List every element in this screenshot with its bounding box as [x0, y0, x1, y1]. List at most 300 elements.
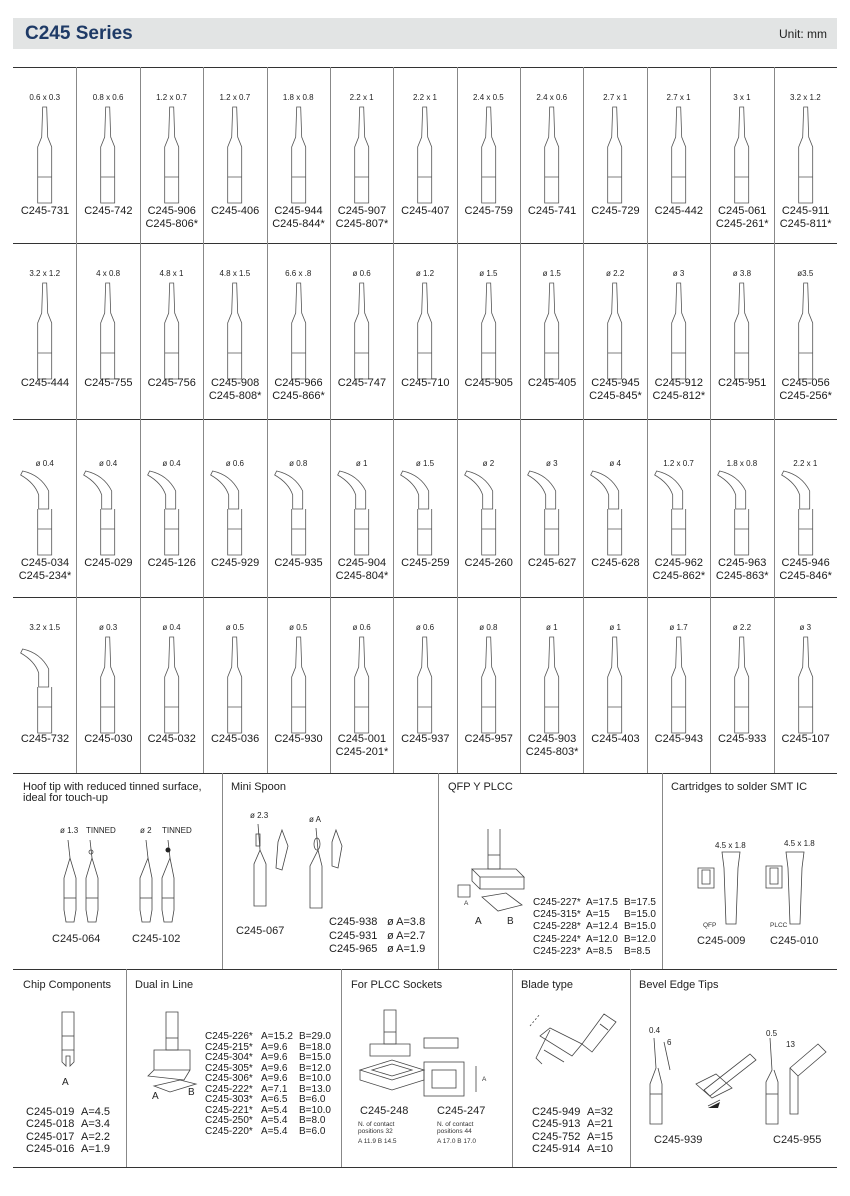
hoof-tinned-label-2: TINNED [162, 826, 192, 835]
dil-b-value: B=13.0 [299, 1083, 331, 1095]
spoon-variant-code: C245-931 [329, 929, 378, 942]
tip-dimension: ø 2.2 [732, 623, 752, 632]
tip-dimension: 4.8 x 1.5 [219, 269, 251, 278]
tip-dimension: 1.2 x 0.7 [219, 93, 251, 102]
tip-cell [140, 597, 203, 773]
qfp-a-value: A=12.4 [586, 921, 618, 933]
spoon-variant-value: ø A=1.9 [387, 943, 426, 955]
tip-dimension: ø 1 [609, 623, 621, 632]
tip-dimension: ø 3 [545, 459, 558, 468]
plcc-section-title: For PLCC Sockets [351, 979, 443, 991]
tip-cell [13, 243, 76, 419]
tip-cell [647, 597, 710, 773]
blade-list [532, 1106, 613, 1155]
tip-code: C245-036 [210, 733, 260, 745]
chip-value: A=2.2 [81, 1130, 111, 1143]
tip-codes [768, 205, 844, 231]
tip-code: C245-935 [274, 557, 323, 569]
qfp-b-value: B=15.0 [624, 909, 656, 921]
tip-cell [203, 67, 266, 243]
tip-cell [140, 243, 203, 419]
tip-drawing [520, 419, 583, 597]
plcc-note-2a: N. of contact [437, 1121, 474, 1128]
dil-b-value: B=10.0 [299, 1073, 331, 1084]
tip-cell [710, 597, 773, 773]
blade-value: A=10 [587, 1142, 613, 1155]
tip-dimension: 2.4 x 0.5 [473, 93, 504, 102]
tip-dimension: ø 2.2 [606, 269, 625, 278]
qfp-b-value: B=15.0 [624, 921, 656, 933]
tip-dimension: ø 0.4 [162, 623, 181, 632]
tip-dimension: ø 1.2 [415, 269, 435, 278]
tip-code: C245-946 [781, 557, 830, 569]
tip-code: C245-943 [654, 733, 703, 745]
tip-dimension: ø 0.8 [289, 459, 308, 468]
cartridge-qfp-label: QFP [703, 922, 717, 929]
tip-dimension: 3.2 x 1.2 [29, 269, 61, 278]
tip-cell [393, 419, 456, 597]
divider [662, 773, 663, 969]
plcc-a-label: A [482, 1076, 487, 1083]
spoon-code: C245-067 [236, 925, 285, 937]
qfp-list [533, 897, 656, 958]
qfp-b-value: B=8.5 [624, 945, 651, 957]
tip-drawing [583, 419, 646, 597]
tip-dimension: ø 1 [355, 459, 368, 468]
tip-drawing [76, 419, 139, 597]
tip-code: C245-862* [652, 570, 706, 582]
spoon-dim-2: ø A [309, 815, 322, 824]
tip-code: C245-034 [20, 557, 70, 569]
tip-dimension: 4 x 0.8 [96, 269, 121, 278]
chip-code: C245-019 [26, 1106, 75, 1118]
tip-dimension: 2.2 x 1 [349, 93, 374, 102]
tip-code: C245-963 [718, 557, 767, 569]
tip-dimension: 3.2 x 1.2 [789, 93, 821, 102]
divider [222, 773, 223, 969]
dil-a-value: A=9.6 [261, 1052, 288, 1063]
tip-dimension: ø 3 [672, 269, 685, 278]
divider [13, 1167, 837, 1168]
tip-dimension: 2.7 x 1 [666, 93, 691, 102]
chip-section-title: Chip Components [23, 979, 112, 991]
bevel-dim-3: 0.5 [766, 1029, 778, 1038]
tip-cell [267, 597, 330, 773]
tip-cell [710, 243, 773, 419]
blade-value: A=15 [587, 1130, 613, 1143]
blade-tip-drawing [520, 1008, 625, 1098]
tip-dimension: 4.8 x 1 [159, 269, 184, 278]
tip-drawing [457, 419, 520, 597]
tip-code: C245-061 [718, 205, 767, 217]
tip-code: C245-126 [147, 557, 196, 569]
spoon-variant-value: ø A=3.8 [387, 916, 426, 928]
blade-value: A=32 [587, 1106, 613, 1118]
tip-dimension: 3 x 1 [733, 93, 751, 102]
dil-code: C245-306* [205, 1073, 253, 1084]
chip-value: A=4.5 [81, 1106, 111, 1118]
cartridge-plcc-label: PLCC [770, 922, 788, 929]
tip-cell [457, 419, 520, 597]
tip-code: C245-030 [84, 733, 133, 745]
tip-code: C245-732 [20, 733, 70, 745]
tip-drawing [140, 419, 203, 597]
qfp-a-value: A=8.5 [586, 945, 613, 957]
tip-code: C245-937 [401, 733, 450, 745]
tip-dimension: 0.6 x 0.3 [29, 93, 61, 102]
blade-code: C245-949 [532, 1106, 581, 1118]
dil-b-value: B=15.0 [299, 1052, 331, 1063]
tip-code: C245-906 [147, 205, 196, 217]
bevel-dim-2: 6 [667, 1038, 672, 1047]
qfp-code: C245-315* [533, 909, 581, 921]
tip-code: C245-908 [210, 377, 260, 389]
tip-code: C245-930 [274, 733, 323, 745]
tip-cell [203, 597, 266, 773]
tip-cell [203, 243, 266, 419]
tip-code: C245-056 [781, 377, 830, 389]
bevel-dim-4: 13 [786, 1040, 795, 1049]
qfp-a-label: A [475, 916, 482, 927]
tip-code: C245-405 [527, 377, 577, 389]
tip-code: C245-863* [715, 570, 769, 582]
chip-value: A=3.4 [81, 1118, 111, 1131]
qfp-b-label: B [507, 916, 514, 927]
tip-codes [768, 733, 844, 746]
chip-list [26, 1106, 110, 1155]
plcc-tip-drawings [352, 1008, 502, 1104]
spoon-variant-code: C245-965 [329, 943, 378, 955]
tip-code: C245-261* [715, 218, 769, 230]
tip-dimension: 2.7 x 1 [603, 93, 628, 102]
tip-code: C245-627 [527, 557, 577, 569]
tip-cell [76, 243, 139, 419]
dil-a-value: A=5.4 [261, 1115, 288, 1126]
tip-cell [76, 419, 139, 597]
tip-dimension: 1.8 x 0.8 [726, 459, 758, 468]
tip-code: C245-029 [84, 557, 133, 569]
dil-b-value: B=8.0 [299, 1115, 326, 1126]
tip-code: C245-442 [654, 205, 703, 217]
tip-cell [393, 243, 456, 419]
tip-cell [774, 67, 837, 243]
tip-code: C245-945 [591, 377, 640, 389]
dil-a-value: A=9.6 [261, 1073, 288, 1084]
tip-code: C245-811* [779, 218, 832, 230]
cartridge-dim-2: 4.5 x 1.8 [784, 839, 815, 848]
tip-dimension: ø 0.4 [35, 459, 54, 468]
tip-code: C245-804* [335, 570, 389, 582]
tip-cell [76, 67, 139, 243]
dil-code: C245-226* [205, 1031, 253, 1042]
hoof-tip-drawings [40, 836, 210, 931]
tip-dimension: 0.8 x 0.6 [92, 93, 124, 102]
dil-code: C245-215* [205, 1041, 253, 1053]
blade-value: A=21 [587, 1118, 613, 1131]
tip-code: C245-234* [18, 570, 72, 582]
tip-grid [13, 67, 837, 773]
tip-dimension: ø 0.6 [352, 623, 371, 632]
hoof-code-1: C245-064 [52, 933, 101, 945]
spoon-section-title: Mini Spoon [231, 781, 287, 793]
dil-a-value: A=9.6 [261, 1062, 288, 1074]
qfp-code: C245-224* [533, 933, 581, 945]
dil-a-value: A=7.1 [261, 1083, 288, 1095]
tip-cell [330, 419, 393, 597]
tip-code: C245-844* [272, 218, 325, 230]
dil-b-value: B=18.0 [299, 1041, 331, 1053]
spoon-variant-list [329, 916, 425, 957]
tip-drawing [393, 419, 456, 597]
bevel-code-2: C245-955 [773, 1134, 822, 1146]
divider [341, 969, 342, 1167]
tip-code: C245-001 [337, 733, 387, 745]
tip-cell [457, 243, 520, 419]
tip-code: C245-260 [464, 557, 513, 569]
divider [13, 773, 837, 774]
qfp-b-value: B=12.0 [624, 933, 656, 945]
qfp-b-value: B=17.5 [624, 897, 656, 908]
tip-cell [520, 243, 583, 419]
tip-code: C245-731 [20, 205, 70, 217]
hoof-dim-1: ø 1.3 [60, 826, 79, 835]
tip-code: C245-729 [591, 205, 640, 217]
dil-code: C245-222* [205, 1083, 253, 1095]
tip-drawing [267, 419, 330, 597]
bevel-section-title: Bevel Edge Tips [639, 979, 719, 991]
tip-code: C245-912 [654, 377, 703, 389]
tip-code: C245-755 [84, 377, 133, 389]
tip-cell [140, 419, 203, 597]
tip-dimension: ø3.5 [797, 269, 814, 278]
tip-dimension: ø 0.6 [352, 269, 371, 278]
tip-dimension: ø 0.4 [162, 459, 181, 468]
qfp-tip-drawing [452, 825, 532, 925]
blade-section-title: Blade type [521, 979, 573, 991]
plcc-code-2: C245-247 [437, 1105, 486, 1117]
tip-code: C245-403 [591, 733, 640, 745]
tip-code: C245-808* [208, 390, 262, 402]
tip-code: C245-803* [525, 746, 579, 758]
tip-code: C245-957 [464, 733, 513, 745]
chip-code: C245-018 [26, 1118, 75, 1131]
tip-code: C245-866* [272, 390, 325, 402]
tip-cell [457, 67, 520, 243]
dil-list [205, 1032, 331, 1137]
plcc-dims-1: A 11.9 B 14.5 [358, 1138, 397, 1145]
plcc-note-1b: positions 32 [358, 1128, 393, 1135]
dil-code: C245-221* [205, 1104, 253, 1116]
dil-b-value: B=12.0 [299, 1062, 331, 1074]
dil-b-value: B=6.0 [299, 1125, 326, 1137]
blade-code: C245-914 [532, 1142, 581, 1155]
tip-cell [457, 597, 520, 773]
tip-code: C245-756 [147, 377, 196, 389]
tip-dimension: 2.2 x 1 [793, 459, 818, 468]
cartridge-tip-drawings [692, 848, 822, 928]
hoof-dim-2: ø 2 [140, 826, 152, 835]
tip-code: C245-256* [779, 390, 832, 402]
tip-cell [267, 419, 330, 597]
tip-cell [647, 419, 710, 597]
tip-dimension: 1.2 x 0.7 [663, 459, 694, 468]
dil-code: C245-220* [205, 1125, 253, 1137]
tip-cell [583, 597, 646, 773]
tip-dimension: ø 0.6 [225, 459, 244, 468]
tip-dimension: ø 1.7 [669, 623, 688, 632]
unit-label: Unit: mm [779, 27, 827, 41]
chip-tip-drawing [50, 1010, 90, 1080]
qfp-a-value: A=17.5 [586, 897, 618, 908]
dil-a-value: A=6.5 [261, 1094, 288, 1105]
hoof-section-title: Hoof tip with reduced tinned surface, ideal for touch-up [23, 781, 202, 804]
tip-cell [203, 419, 266, 597]
chip-value: A=1.9 [81, 1142, 111, 1155]
tip-code: C245-846* [779, 570, 832, 582]
tip-dimension: ø 3.8 [732, 269, 752, 278]
tip-cell [393, 67, 456, 243]
tip-dimension: ø 0.6 [415, 623, 435, 632]
bevel-tip-drawings [640, 1034, 835, 1129]
divider [438, 773, 439, 969]
tip-code: C245-929 [210, 557, 260, 569]
tip-code: C245-807* [335, 218, 389, 230]
hoof-tinned-label-1: TINNED [86, 826, 116, 835]
tip-cell [520, 597, 583, 773]
tip-code: C245-201* [335, 746, 389, 758]
tip-dimension: ø 0.5 [289, 623, 308, 632]
divider [630, 969, 631, 1167]
tip-dimension: 6.6 x .8 [285, 269, 312, 278]
tip-dimension: ø 4 [609, 459, 621, 468]
dil-b-value: B=10.0 [299, 1104, 331, 1116]
dil-a-value: A=9.6 [261, 1041, 288, 1053]
tip-dimension: 1.2 x 0.7 [156, 93, 187, 102]
qfp-code: C245-228* [533, 921, 581, 933]
qfp-section-title: QFP Y PLCC [448, 781, 513, 793]
dil-code: C245-250* [205, 1115, 253, 1126]
tip-code: C245-806* [145, 218, 199, 230]
dil-b-label: B [188, 1087, 195, 1098]
plcc-dims-2: A 17.0 B 17.0 [437, 1138, 477, 1145]
cartridge-dim-1: 4.5 x 1.8 [715, 841, 746, 850]
tip-code: C245-406 [210, 205, 260, 217]
tip-cell [13, 597, 76, 773]
tip-dimension: 2.4 x 0.6 [536, 93, 568, 102]
tip-dimension: ø 0.4 [98, 459, 118, 468]
qfp-a-value: A=12.0 [586, 933, 618, 945]
dil-code: C245-305* [205, 1062, 253, 1074]
tip-dimension: ø 1 [545, 623, 558, 632]
qfp-code: C245-223* [533, 945, 581, 957]
tip-code: C245-259 [401, 557, 450, 569]
dil-section-title: Dual in Line [135, 979, 194, 991]
tip-drawing [203, 419, 266, 597]
tip-dimension: ø 1.5 [542, 269, 561, 278]
spoon-dim-1: ø 2.3 [250, 811, 269, 820]
chip-a-label: A [62, 1077, 69, 1088]
cartridge-section-title: Cartridges to solder SMT IC [671, 781, 808, 793]
tip-cell [330, 67, 393, 243]
tip-cell [583, 67, 646, 243]
chip-code: C245-016 [26, 1142, 75, 1155]
cartridge-code-1: C245-009 [697, 935, 746, 947]
tip-code: C245-933 [718, 733, 767, 745]
bevel-code-1: C245-939 [654, 1134, 703, 1146]
tip-cell [647, 243, 710, 419]
tip-dimension: 1.8 x 0.8 [282, 93, 314, 102]
hoof-code-2: C245-102 [132, 933, 181, 945]
tip-code: C245-628 [591, 557, 640, 569]
tip-code: C245-444 [20, 377, 70, 389]
dil-a-value: A=15.2 [261, 1031, 293, 1042]
tip-cell [76, 597, 139, 773]
tip-codes [768, 557, 844, 583]
tip-code: C245-742 [84, 205, 133, 217]
tip-cell [583, 243, 646, 419]
tip-cell [710, 419, 773, 597]
tip-code: C245-903 [527, 733, 577, 745]
tip-code: C245-911 [781, 205, 830, 217]
spoon-variant-code: C245-938 [329, 916, 378, 928]
dil-code: C245-303* [205, 1094, 253, 1105]
plcc-note-2b: positions 44 [437, 1128, 472, 1135]
page-title: C245 Series [25, 23, 133, 44]
dil-tip-drawing [140, 1010, 206, 1100]
tip-code: C245-741 [527, 205, 577, 217]
tip-dimension: ø 0.8 [479, 623, 498, 632]
tip-code: C245-951 [718, 377, 767, 389]
qfp-a-small: A [464, 900, 469, 907]
tip-code: C245-107 [781, 733, 830, 745]
tip-cell [393, 597, 456, 773]
divider [13, 969, 837, 970]
dil-b-value: B=29.0 [299, 1031, 331, 1042]
tip-dimension: ø 1.5 [415, 459, 435, 468]
tip-cell [647, 67, 710, 243]
blade-code: C245-752 [532, 1130, 581, 1143]
tip-cell [520, 67, 583, 243]
tip-cell [330, 243, 393, 419]
tip-dimension: ø 3 [799, 623, 812, 632]
tip-codes [768, 377, 844, 403]
blade-code: C245-913 [532, 1118, 581, 1131]
tip-code: C245-962 [654, 557, 703, 569]
tip-cell [13, 67, 76, 243]
tip-code: C245-759 [464, 205, 513, 217]
tip-code: C245-944 [274, 205, 323, 217]
plcc-code-1: C245-248 [360, 1105, 409, 1117]
spoon-tip-drawings [240, 820, 350, 920]
tip-cell [140, 67, 203, 243]
bevel-dim-1: 0.4 [649, 1026, 661, 1035]
dil-a-value: A=5.4 [261, 1104, 288, 1116]
spoon-variant-value: ø A=2.7 [387, 929, 426, 942]
tip-code: C245-747 [337, 377, 387, 389]
tip-cell [710, 67, 773, 243]
tip-cell [267, 67, 330, 243]
tip-code: C245-407 [401, 205, 450, 217]
tip-code: C245-032 [147, 733, 196, 745]
tip-cell [520, 419, 583, 597]
tip-cell [774, 597, 837, 773]
tip-code: C245-904 [337, 557, 387, 569]
tip-dimension: 3.2 x 1.5 [29, 623, 61, 632]
tip-code: C245-905 [464, 377, 513, 389]
tip-cell [330, 597, 393, 773]
dil-a-label: A [152, 1091, 159, 1102]
tip-dimension: ø 2 [482, 459, 495, 468]
